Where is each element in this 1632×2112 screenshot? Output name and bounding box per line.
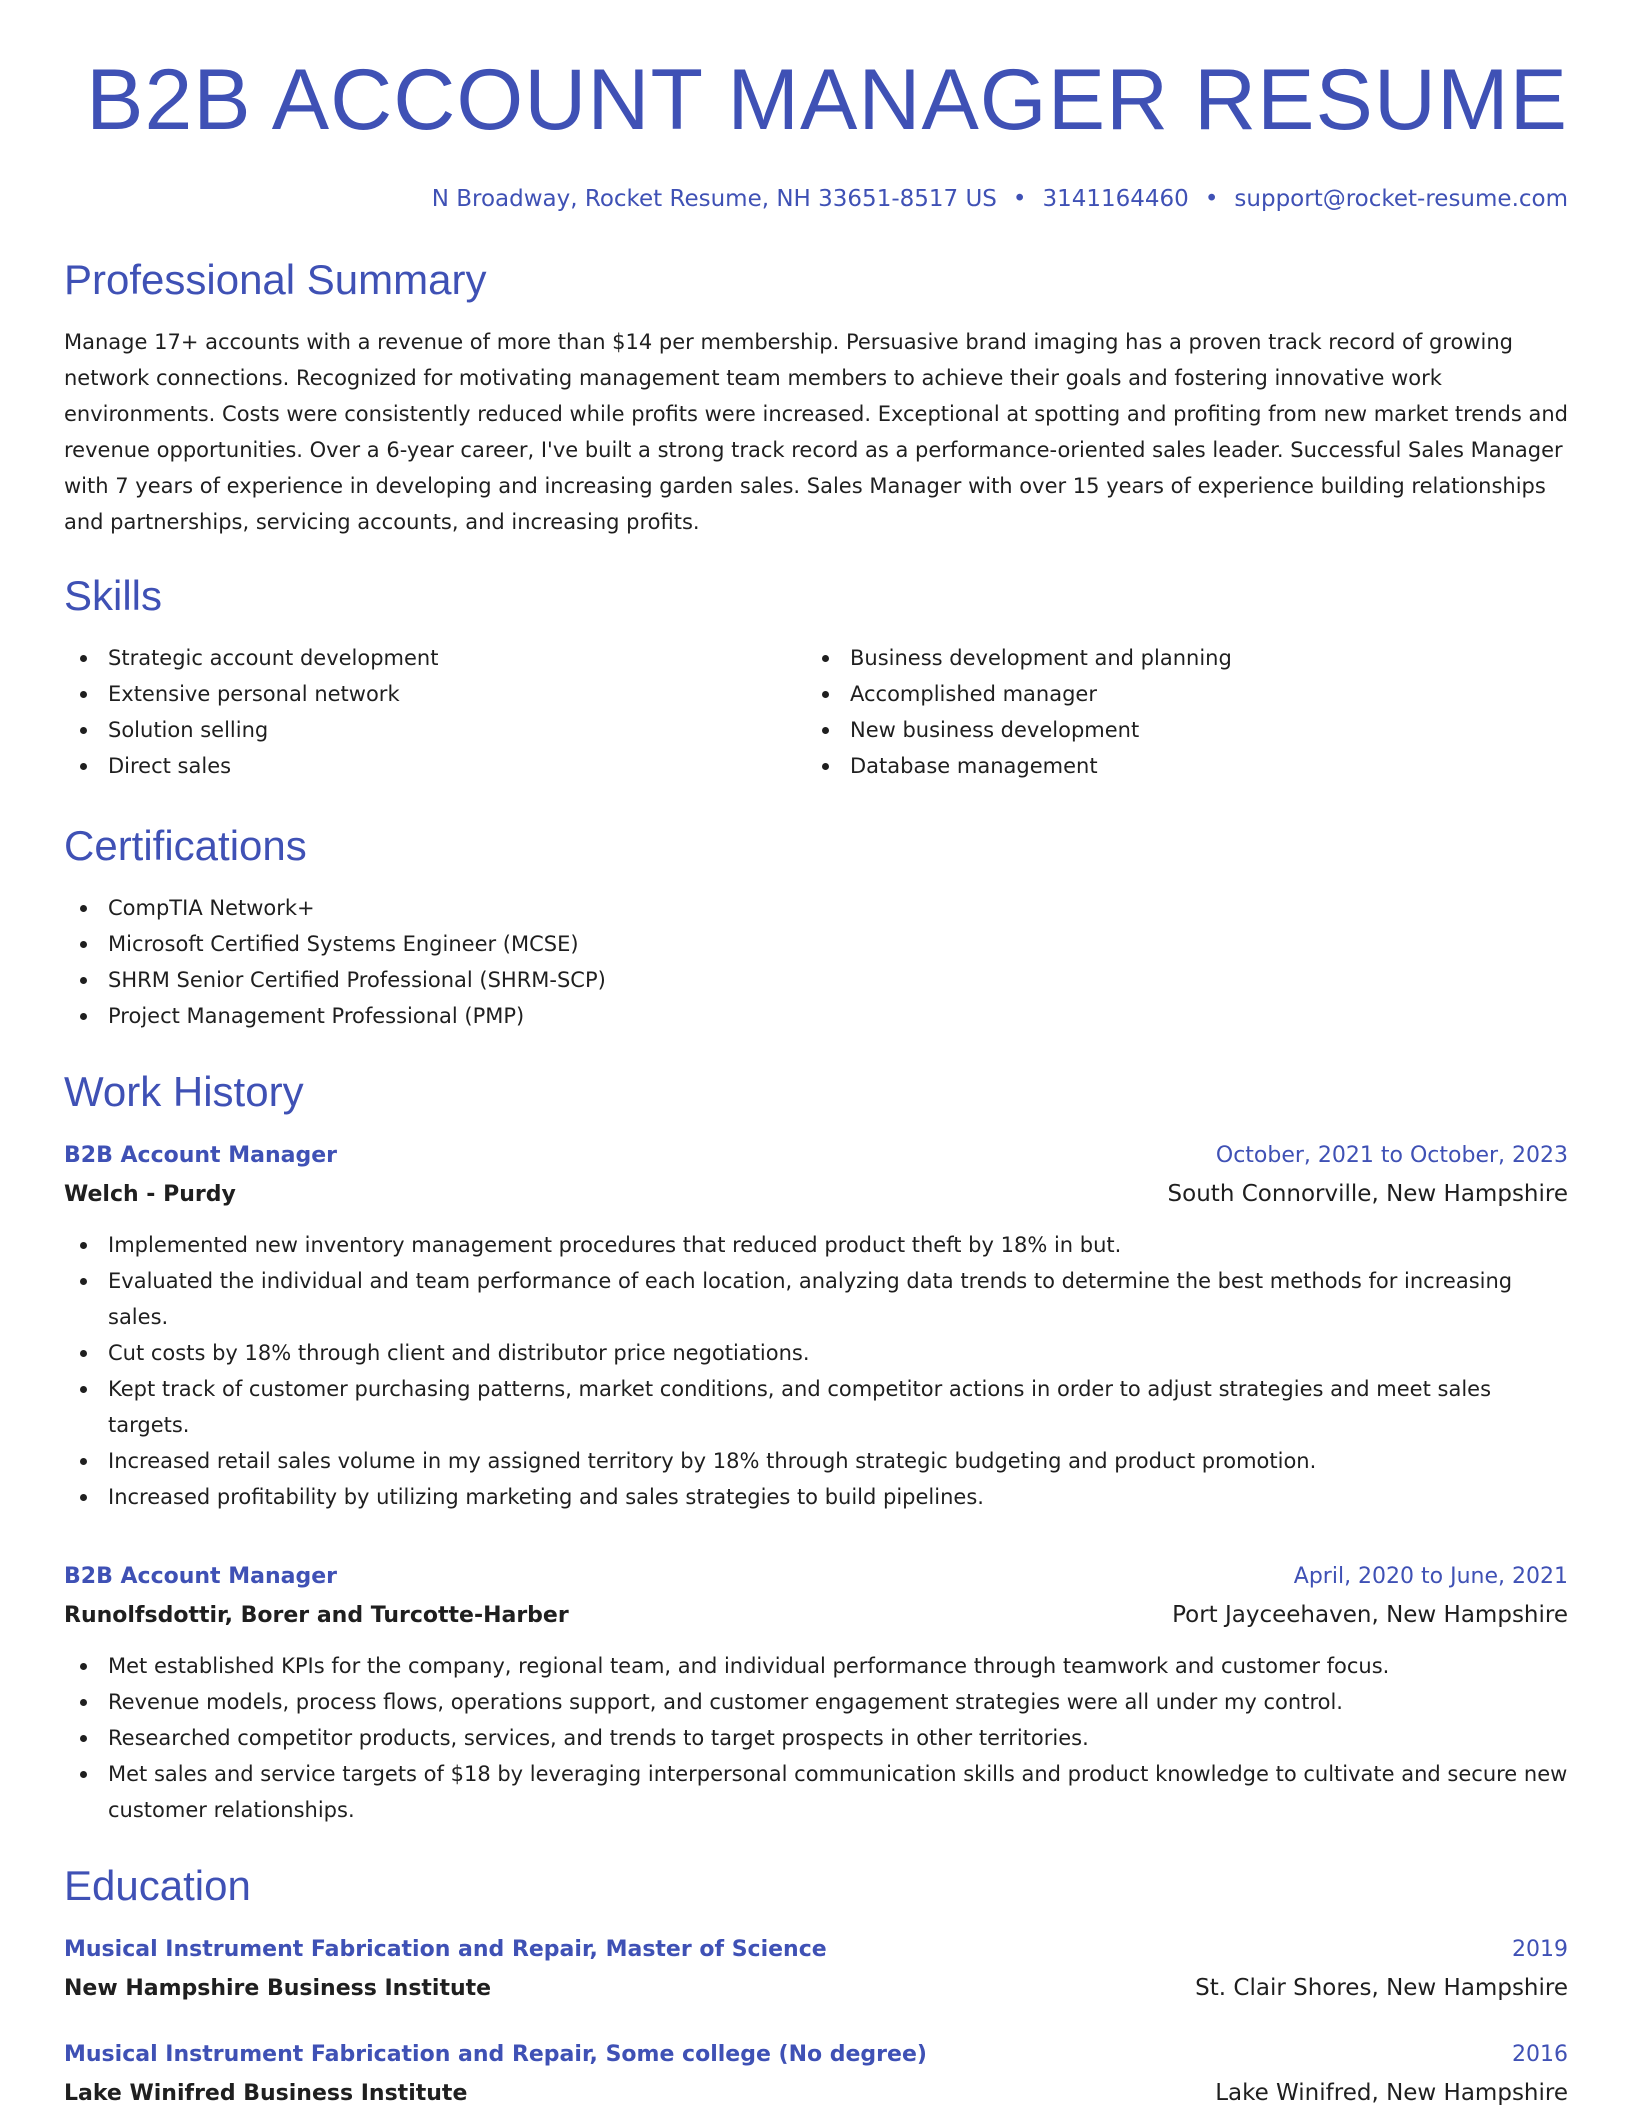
job-bullet: Kept track of customer purchasing patterns, market conditions, and competitor actions in order to adjust strategies and meet sales targets. [64,1371,1568,1443]
job-company-row [64,1174,1568,1215]
resume-page [64,40,1568,2112]
work-history-heading: Work History [64,1068,304,1115]
job-location: Port Jayceehaven, New Hampshire [1172,1602,1568,1628]
education-entry [64,2037,1568,2112]
contact-phone[interactable]: 3141164460 [1042,186,1189,212]
certification-item: CompTIA Network+ [64,890,1568,926]
contact-address: N Broadway, Rocket Resume, NH 33651-8517 US [431,186,997,212]
job-bullet: Researched competitor products, services, and trends to target prospects in other territories. [64,1720,1568,1756]
certifications-list [64,890,1568,1034]
skill-item: Business development and planning [806,640,1548,676]
education-heading: Education [64,1862,251,1909]
certification-item: Project Management Professional (PMP) [64,998,1568,1034]
job-bullets [64,1227,1568,1515]
education-degree: Musical Instrument Fabrication and Repair, Master of Science [64,1937,827,1962]
job-bullets [64,1648,1568,1828]
education-year: 2016 [1512,2042,1568,2067]
job-bullet: Implemented new inventory management procedures that reduced product theft by 18% in but. [64,1227,1568,1263]
job-company: Welch - Purdy [64,1182,236,1207]
job-location: South Connorville, New Hampshire [1167,1181,1568,1207]
job-bullet: Evaluated the individual and team performance of each location, analyzing data trends to determine the best methods for increasing sales. [64,1263,1568,1335]
job-dates: October, 2021 to October, 2023 [1215,1143,1568,1168]
skill-item: Database management [806,748,1548,784]
summary-text: Manage 17+ accounts with a revenue of more than $14 per membership. Persuasive brand imaging has a proven track record of growing network connections. Recognized for motivating management team members to achieve their goals and fostering innovative work environments. Costs were consistently reduced while profits were increased. Exceptional at spotting and profiting from new market trends and revenue opportunities. Over a 6-year career, I've built a strong track record as a performance-oriented sales leader. Successful Sales Manager with 7 years of experience in developing and increasing garden sales. Sales Manager with over 15 years of experience building relationships and partnerships, servicing accounts, and increasing profits. [64,330,1568,534]
summary-heading: Professional Summary [64,256,487,303]
job-company: Runolfsdottir, Borer and Turcotte-Harber [64,1603,569,1628]
skills-grid [64,640,1568,784]
contact-line [64,184,1568,214]
education-school: Lake Winifred Business Institute [64,2081,468,2106]
job-bullet: Met sales and service targets of $18 by leveraging interpersonal communication skills and product knowledge to cultivate and secure new customer relationships. [64,1756,1568,1828]
skill-item: Strategic account development [64,640,806,676]
skill-item: New business development [806,712,1548,748]
education-year: 2019 [1512,1937,1568,1962]
education-entry [64,1932,1568,2009]
certification-item: SHRM Senior Certified Professional (SHRM-SCP) [64,962,1568,998]
contact-separator: • [1012,186,1027,212]
job-entry [64,1559,1568,1828]
education-location: Lake Winifred, New Hampshire [1215,2080,1568,2106]
certification-item: Microsoft Certified Systems Engineer (MCSE) [64,926,1568,962]
job-header-row [64,1138,1568,1174]
job-bullet: Cut costs by 18% through client and distributor price negotiations. [64,1335,1568,1371]
education-school: New Hampshire Business Institute [64,1976,492,2001]
skills-heading: Skills [64,572,163,619]
education-school-row [64,1968,1568,2009]
skill-item: Extensive personal network [64,676,806,712]
job-dates: April, 2020 to June, 2021 [1293,1564,1568,1589]
job-bullet: Met established KPIs for the company, regional team, and individual performance through teamwork and customer focus. [64,1648,1568,1684]
resume-title: B2B ACCOUNT MANAGER RESUME [86,52,1568,148]
education-location: St. Clair Shores, New Hampshire [1195,1975,1568,2001]
education-school-row [64,2073,1568,2112]
contact-email[interactable]: support@rocket-resume.com [1234,186,1568,212]
skills-list-right [806,640,1548,784]
job-bullet: Increased profitability by utilizing marketing and sales strategies to build pipelines. [64,1479,1568,1515]
job-role: B2B Account Manager [64,1564,337,1589]
job-header-row [64,1559,1568,1595]
skill-item: Solution selling [64,712,806,748]
contact-separator: • [1204,186,1219,212]
education-header-row [64,2037,1568,2073]
job-bullet: Revenue models, process flows, operations support, and customer engagement strategies were all under my control. [64,1684,1568,1720]
education-header-row [64,1932,1568,1968]
job-role: B2B Account Manager [64,1143,337,1168]
job-company-row [64,1595,1568,1636]
skill-item: Accomplished manager [806,676,1548,712]
education-degree: Musical Instrument Fabrication and Repair, Some college (No degree) [64,2042,927,2067]
certifications-heading: Certifications [64,822,307,869]
job-bullet: Increased retail sales volume in my assigned territory by 18% through strategic budgeting and product promotion. [64,1443,1568,1479]
skills-list-left [64,640,806,784]
skill-item: Direct sales [64,748,806,784]
job-entry [64,1138,1568,1515]
